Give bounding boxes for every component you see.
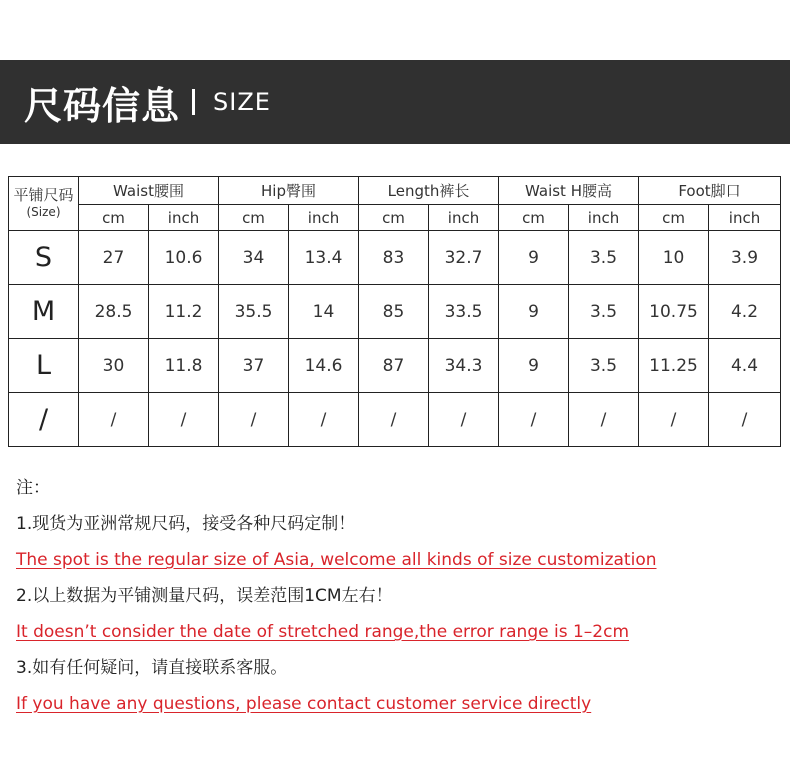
table-cell: 4.2	[709, 285, 781, 339]
table-cell: 3.5	[569, 339, 639, 393]
note-cn: 1.现货为亚洲常规尺码，接受各种尺码定制！	[16, 514, 356, 534]
title-banner	[0, 60, 790, 144]
table-cell: /	[709, 393, 781, 447]
table-cell: 30	[79, 339, 149, 393]
notes-section	[16, 470, 786, 722]
table-cell: /	[79, 393, 149, 447]
table-row	[9, 339, 781, 393]
unit-header: cm	[79, 205, 149, 231]
table-cell: 34.3	[429, 339, 499, 393]
note-en-line	[16, 686, 786, 722]
unit-header: cm	[359, 205, 429, 231]
size-column-header	[9, 177, 79, 231]
note-en: If you have any questions, please contact customer service directly	[16, 694, 592, 714]
banner-subtitle: SIZE	[213, 88, 271, 116]
table-cell: 32.7	[429, 231, 499, 285]
group-header-hip: Hip臀围	[219, 177, 359, 205]
unit-header: inch	[709, 205, 781, 231]
table-cell: 14.6	[289, 339, 359, 393]
table-unit-row	[9, 205, 781, 231]
corner-label: 平铺尺码	[13, 185, 74, 204]
table-cell: 37	[219, 339, 289, 393]
table-cell: /	[569, 393, 639, 447]
table-cell: 11.8	[149, 339, 219, 393]
table-cell: 4.4	[709, 339, 781, 393]
note-en-line	[16, 614, 786, 650]
note-en-line	[16, 542, 786, 578]
unit-header: cm	[219, 205, 289, 231]
table-header-row	[9, 177, 781, 205]
banner-divider	[192, 89, 195, 115]
table-cell: 87	[359, 339, 429, 393]
corner-sublabel: (Size)	[26, 204, 61, 219]
table-row	[9, 231, 781, 285]
banner-title: 尺码信息	[24, 83, 181, 128]
table-cell: 3.5	[569, 231, 639, 285]
table-cell: 9	[499, 231, 569, 285]
table-cell: 10.75	[639, 285, 709, 339]
table-cell: /	[429, 393, 499, 447]
table-cell: 10.6	[149, 231, 219, 285]
note-cn: 2.以上数据为平铺测量尺码，误差范围1CM左右！	[16, 586, 393, 606]
table-row	[9, 285, 781, 339]
table-cell: /	[359, 393, 429, 447]
group-header-foot: Foot脚口	[639, 177, 781, 205]
note-cn: 3.如有任何疑问，请直接联系客服。	[16, 658, 288, 678]
table-cell: /	[289, 393, 359, 447]
table-row	[9, 393, 781, 447]
size-label: /	[9, 393, 79, 447]
notes-heading: 注：	[16, 478, 50, 498]
table-cell: 9	[499, 285, 569, 339]
group-header-length: Length裤长	[359, 177, 499, 205]
unit-header: inch	[429, 205, 499, 231]
table-cell: /	[499, 393, 569, 447]
table-cell: 13.4	[289, 231, 359, 285]
note-en: The spot is the regular size of Asia, welcome all kinds of size customization	[16, 550, 657, 570]
unit-header: inch	[569, 205, 639, 231]
table-cell: 3.9	[709, 231, 781, 285]
table-cell: 35.5	[219, 285, 289, 339]
group-header-waist-height: Waist H腰高	[499, 177, 639, 205]
group-header-waist: Waist腰围	[79, 177, 219, 205]
table-cell: 10	[639, 231, 709, 285]
table-cell: 33.5	[429, 285, 499, 339]
note-en: It doesn’t consider the date of stretched range,the error range is 1–2cm	[16, 622, 630, 642]
table-cell: 11.25	[639, 339, 709, 393]
table-cell: /	[149, 393, 219, 447]
size-label: L	[9, 339, 79, 393]
table-cell: 85	[359, 285, 429, 339]
table-cell: 11.2	[149, 285, 219, 339]
table-cell: /	[219, 393, 289, 447]
table-cell: 14	[289, 285, 359, 339]
unit-header: cm	[499, 205, 569, 231]
table-cell: /	[639, 393, 709, 447]
size-label: S	[9, 231, 79, 285]
unit-header: inch	[149, 205, 219, 231]
table-cell: 83	[359, 231, 429, 285]
table-cell: 9	[499, 339, 569, 393]
unit-header: inch	[289, 205, 359, 231]
unit-header: cm	[639, 205, 709, 231]
table-cell: 3.5	[569, 285, 639, 339]
table-cell: 34	[219, 231, 289, 285]
table-cell: 28.5	[79, 285, 149, 339]
size-label: M	[9, 285, 79, 339]
size-table	[8, 176, 781, 447]
table-cell: 27	[79, 231, 149, 285]
